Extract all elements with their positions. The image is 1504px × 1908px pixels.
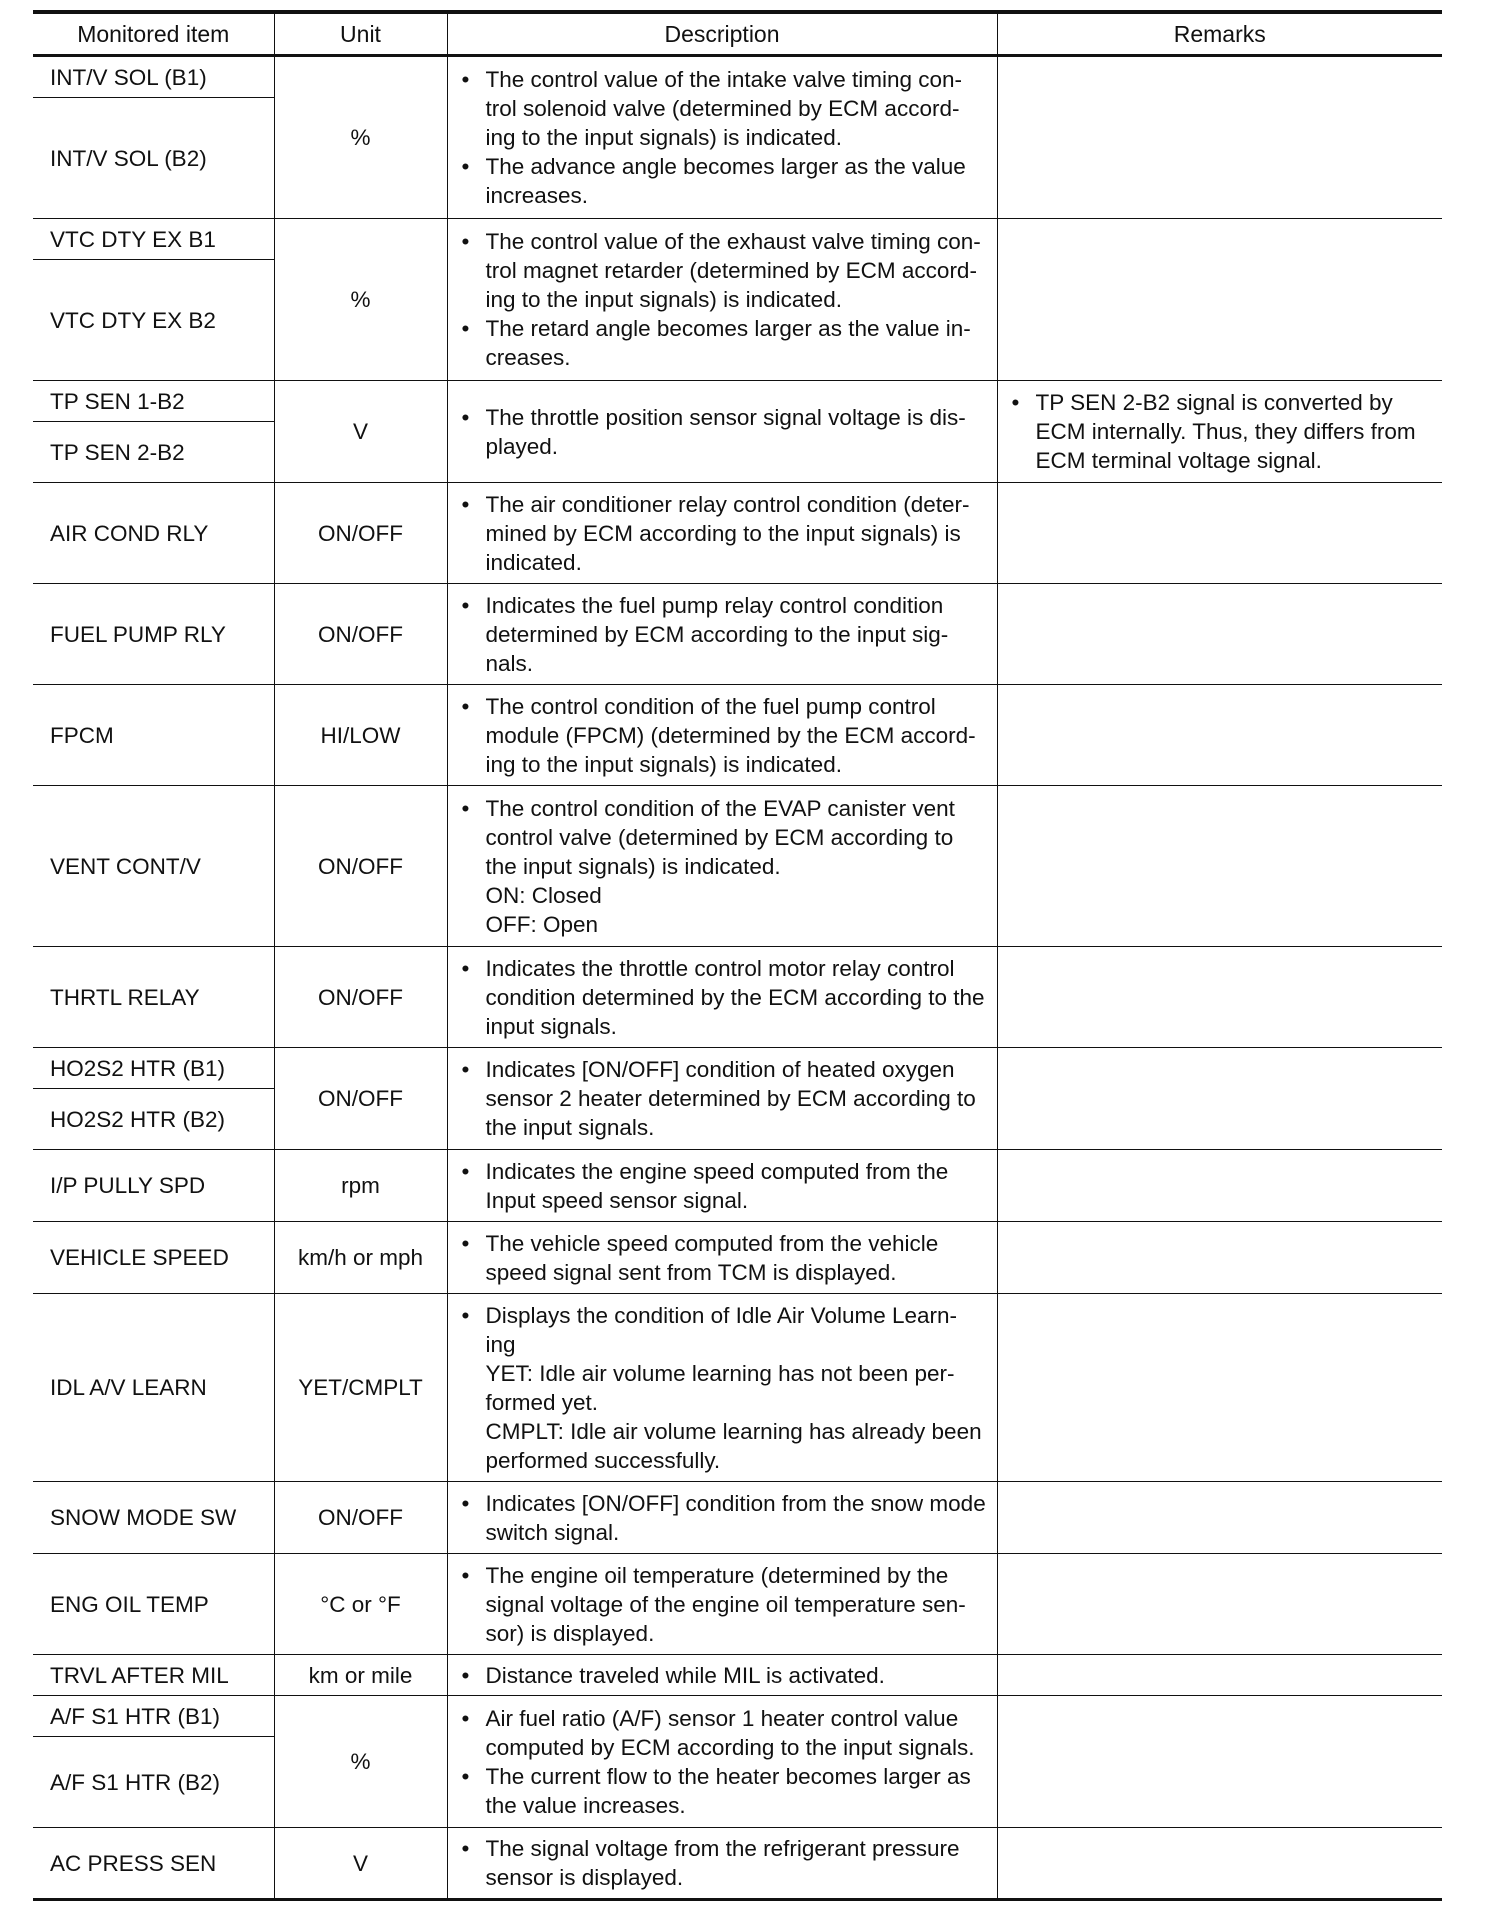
unit-cell: rpm [274, 1150, 447, 1222]
description-bullet: • Indicates the engine speed computed from the Input speed sensor signal. [462, 1157, 987, 1215]
description-bullet: • Indicates the throttle control motor relay control condition determined by the ECM according to the input signals. [462, 954, 987, 1041]
table-row [33, 1482, 1442, 1554]
monitored-item-label: INT/V SOL (B2) [33, 97, 274, 218]
description-bullet: • The advance angle becomes larger as the value increases. [462, 152, 987, 210]
unit-cell: % [274, 219, 447, 381]
description-cell [447, 1482, 997, 1554]
table-row [33, 1696, 1442, 1828]
unit-cell: V [274, 1828, 447, 1900]
table-row [33, 1655, 1442, 1696]
description-line: YET: Idle air volume learning has not been per-formed yet. [485, 1360, 955, 1415]
header-row [33, 12, 1442, 56]
unit-cell: HI/LOW [274, 685, 447, 786]
monitored-item-cell [33, 1554, 274, 1655]
unit-cell: V [274, 381, 447, 483]
description-cell [447, 483, 997, 584]
monitored-item-label: AC PRESS SEN [50, 1850, 217, 1876]
unit-cell: YET/CMPLT [274, 1294, 447, 1482]
description-cell [447, 1222, 997, 1294]
remarks-cell [997, 1655, 1442, 1696]
table-row [33, 1554, 1442, 1655]
remarks-cell [997, 685, 1442, 786]
description-bullet: • The vehicle speed computed from the vehicle speed signal sent from TCM is displayed. [462, 1229, 987, 1287]
monitored-item-label: TP SEN 2-B2 [33, 421, 274, 482]
description-bullet: • The control value of the intake valve timing con-trol solenoid valve (determined by ECM accord-ing to the input signals) is indicated. [462, 65, 987, 152]
monitored-item-cell [33, 56, 274, 219]
table-body [33, 56, 1442, 1900]
table-row [33, 786, 1442, 947]
unit-cell: % [274, 1696, 447, 1828]
monitored-item-label: HO2S2 HTR (B2) [33, 1088, 274, 1149]
description-cell [447, 1048, 997, 1150]
unit-cell: ON/OFF [274, 584, 447, 685]
monitored-item-cell [33, 1150, 274, 1222]
monitored-item-label: IDL A/V LEARN [50, 1375, 207, 1400]
remarks-cell [997, 947, 1442, 1048]
remarks-cell [997, 483, 1442, 584]
remarks-cell [997, 56, 1442, 219]
description-bullet: • The control condition of the fuel pump control module (FPCM) (determined by the ECM accord-ing to the input signals) is indicated. [462, 692, 987, 779]
description-line: CMPLT: Idle air volume learning has already been performed successfully. [485, 1418, 982, 1473]
remarks-cell [997, 1696, 1442, 1828]
description-cell [447, 1828, 997, 1900]
table-row [33, 1828, 1442, 1900]
description-bullet: • Indicates [ON/OFF] condition of heated oxygen sensor 2 heater determined by ECM according to the input signals. [462, 1055, 987, 1142]
header-unit: Unit [274, 12, 447, 56]
description-cell [447, 1655, 997, 1696]
monitored-item-label: A/F S1 HTR (B1) [50, 1703, 221, 1729]
table-row [33, 219, 1442, 381]
monitor-table-container [33, 10, 1442, 1890]
unit-cell: ON/OFF [274, 786, 447, 947]
monitored-item-cell [33, 219, 274, 381]
description-cell [447, 1554, 997, 1655]
table-row [33, 483, 1442, 584]
description-cell [447, 1294, 997, 1482]
remarks-cell [997, 1150, 1442, 1222]
description-bullet: • The current flow to the heater becomes larger as the value increases. [462, 1762, 987, 1820]
remarks-cell [997, 1828, 1442, 1900]
monitored-item-cell [33, 1222, 274, 1294]
unit-cell: ON/OFF [274, 1048, 447, 1150]
monitored-item-label: INT/V SOL (B1) [50, 64, 207, 90]
monitored-item-label: I/P PULLY SPD [50, 1173, 206, 1198]
monitored-item-label: AIR COND RLY [50, 520, 209, 546]
table-row [33, 1222, 1442, 1294]
table-row [33, 947, 1442, 1048]
remarks-cell [997, 786, 1442, 947]
remarks-bullet: • TP SEN 2-B2 signal is converted by ECM internally. Thus, they differs from ECM terminal voltage signal. [1012, 388, 1433, 475]
description-bullet: • The control condition of the EVAP canister vent control valve (determined by ECM according to the input signals) is indicated. [462, 794, 987, 881]
monitor-table [33, 10, 1442, 1901]
table-row [33, 1048, 1442, 1150]
table-row [33, 1150, 1442, 1222]
header-description: Description [447, 12, 997, 56]
monitored-item-cell [33, 1048, 274, 1150]
unit-cell: km or mile [274, 1655, 447, 1696]
table-row [33, 1294, 1442, 1482]
description-bullet: • Distance traveled while MIL is activated. [462, 1661, 987, 1690]
monitored-item-label: TRVL AFTER MIL [50, 1662, 229, 1688]
description-bullet: • Displays the condition of Idle Air Volume Learn-ing [462, 1301, 987, 1359]
description-bullet: • The engine oil temperature (determined by the signal voltage of the engine oil temperature sen-sor) is displayed. [462, 1561, 987, 1648]
monitored-item-cell [33, 381, 274, 483]
monitored-item-cell [33, 1655, 274, 1696]
monitored-item-label: VEHICLE SPEED [50, 1245, 229, 1270]
unit-cell: °C or °F [274, 1554, 447, 1655]
remarks-cell [997, 1222, 1442, 1294]
table-row [33, 381, 1442, 483]
description-bullet: • The signal voltage from the refrigerant pressure sensor is displayed. [462, 1834, 987, 1892]
unit-cell: ON/OFF [274, 947, 447, 1048]
remarks-cell [997, 381, 1442, 483]
description-cell [447, 947, 997, 1048]
description-cell [447, 685, 997, 786]
unit-cell: ON/OFF [274, 1482, 447, 1554]
description-bullet: • Indicates [ON/OFF] condition from the snow mode switch signal. [462, 1489, 987, 1547]
monitored-item-cell [33, 483, 274, 584]
remarks-cell [997, 1294, 1442, 1482]
monitored-item-cell [33, 1294, 274, 1482]
monitored-item-label: ENG OIL TEMP [50, 1591, 209, 1617]
monitored-item-label: VTC DTY EX B2 [33, 259, 274, 380]
description-cell [447, 56, 997, 219]
description-bullet: • The throttle position sensor signal voltage is dis-played. [462, 403, 987, 461]
description-line: OFF: Open [485, 911, 599, 937]
description-cell [447, 219, 997, 381]
monitored-item-cell [33, 786, 274, 947]
remarks-cell [997, 1048, 1442, 1150]
description-cell [447, 584, 997, 685]
remarks-cell [997, 1482, 1442, 1554]
monitored-item-label: VENT CONT/V [50, 853, 201, 879]
monitored-item-label: THRTL RELAY [50, 984, 200, 1010]
table-row [33, 685, 1442, 786]
description-bullet: • The retard angle becomes larger as the value in-creases. [462, 314, 987, 372]
monitored-item-cell [33, 1828, 274, 1900]
header-remarks: Remarks [997, 12, 1442, 56]
unit-cell: ON/OFF [274, 483, 447, 584]
description-bullet: • Air fuel ratio (A/F) sensor 1 heater control value computed by ECM according to the input signals. [462, 1704, 987, 1762]
monitored-item-cell [33, 685, 274, 786]
monitored-item-cell [33, 1696, 274, 1828]
monitored-item-label: FPCM [50, 722, 114, 748]
remarks-cell [997, 1554, 1442, 1655]
monitored-item-label: TP SEN 1-B2 [50, 388, 185, 414]
header-monitored-item: Monitored item [33, 12, 274, 56]
monitored-item-cell [33, 584, 274, 685]
monitored-item-label: VTC DTY EX B1 [50, 226, 216, 252]
monitored-item-cell [33, 1482, 274, 1554]
description-cell [447, 1150, 997, 1222]
description-bullet: • The control value of the exhaust valve timing con-trol magnet retarder (determined by ECM accord-ing to the input signals) is indicated. [462, 227, 987, 314]
description-cell [447, 1696, 997, 1828]
description-cell [447, 381, 997, 483]
unit-cell: km/h or mph [274, 1222, 447, 1294]
table-row [33, 56, 1442, 219]
description-cell [447, 786, 997, 947]
description-bullet: • The air conditioner relay control condition (deter-mined by ECM according to the input signals) is indicated. [462, 490, 987, 577]
remarks-cell [997, 584, 1442, 685]
monitored-item-label: SNOW MODE SW [50, 1505, 237, 1530]
table-row [33, 584, 1442, 685]
monitored-item-label: HO2S2 HTR (B1) [50, 1055, 226, 1081]
monitored-item-cell [33, 947, 274, 1048]
monitored-item-label: FUEL PUMP RLY [50, 621, 226, 647]
monitored-item-label: A/F S1 HTR (B2) [33, 1736, 274, 1827]
description-bullet: • Indicates the fuel pump relay control condition determined by ECM according to the input sig-nals. [462, 591, 987, 678]
description-line: ON: Closed [485, 882, 602, 908]
remarks-cell [997, 219, 1442, 381]
unit-cell: % [274, 56, 447, 219]
